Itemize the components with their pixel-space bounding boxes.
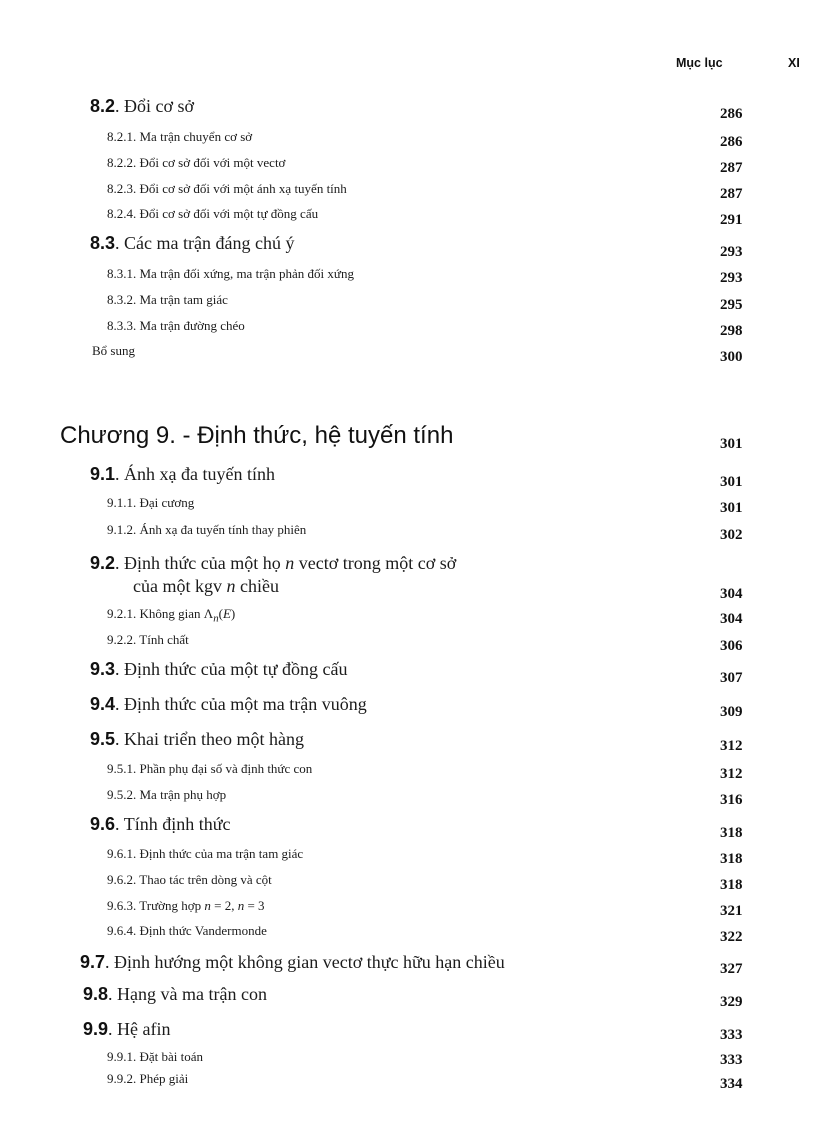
toc-title: 9.1.2. Ánh xạ đa tuyến tính thay phiên [107,522,307,537]
toc-page-number: 304 [720,611,743,627]
toc-page-number: 307 [720,670,743,686]
toc-page-number: 295 [720,297,743,313]
toc-page-number: 312 [720,738,743,754]
toc-page-number: 334 [720,1076,743,1092]
toc-page-number: 322 [720,929,743,945]
header-title: Mục lục [676,56,723,70]
toc-title: 9.2.1. Không gian $\Lambda_n(E)$ [107,606,236,625]
toc-title: Bổ sung [92,343,135,358]
toc-title-continuation: của một kgv n chiều [133,576,279,596]
toc-page-number: 298 [720,323,743,339]
toc-title: 8.2.2. Đổi cơ sở đối với một vectơ [107,155,286,170]
toc-page-number: 301 [720,436,743,452]
toc-title: 9.9.1. Đặt bài toán [107,1049,204,1064]
toc-title: 9.1. Ánh xạ đa tuyến tính [90,464,276,484]
toc-title: 9.5. Khai triển theo một hàng [90,729,304,749]
toc-page-number: 304 [720,586,743,602]
toc-page-number: 316 [720,792,743,808]
toc-page-number: 302 [720,527,743,543]
toc-page-number: 309 [720,704,743,720]
toc-title: 9.5.1. Phần phụ đại số và định thức con [107,761,313,776]
toc-title: 9.4. Định thức của một ma trận vuông [90,694,367,714]
toc-chapter-title: Chương 9. - Định thức, hệ tuyến tính [60,422,454,449]
toc-title: 8.3.2. Ma trận tam giác [107,292,228,307]
toc-page-number: 321 [720,903,743,919]
toc-title: 9.9.2. Phép giải [107,1071,189,1086]
toc-page-number: 318 [720,877,743,893]
toc-page-number: 312 [720,766,743,782]
toc-page-number: 306 [720,638,743,654]
toc-page-number: 301 [720,474,743,490]
toc-title: 9.8. Hạng và ma trận con [83,984,267,1004]
toc-title: 9.6.3. Trường hợp n = 2, n = 3 [107,898,265,913]
toc-title: 9.5.2. Ma trận phụ hợp [107,787,227,802]
toc-page-number: 333 [720,1027,743,1043]
toc-page-number: 293 [720,244,743,260]
toc-title: 9.6.4. Định thức Vandermonde [107,923,267,938]
toc-title: 8.3. Các ma trận đáng chú ý [90,233,295,253]
toc-title: 8.2.4. Đổi cơ sở đối với một tự đồng cấu [107,206,319,221]
toc-page-number: 287 [720,186,743,202]
toc-page-number: 286 [720,106,743,122]
toc-title: 8.3.1. Ma trận đối xứng, ma trận phản đối xứng [107,266,354,281]
toc-page-number: 293 [720,270,743,286]
toc-title: 8.2.3. Đổi cơ sở đối với một ánh xạ tuyến tính [107,181,347,196]
header-page-number: XI [788,56,800,70]
toc-title: 8.2.1. Ma trận chuyển cơ sở [107,129,253,144]
toc-title: 8.2. Đổi cơ sở [90,96,195,116]
toc-title: 9.6. Tính định thức [90,814,231,834]
toc-page-number: 287 [720,160,743,176]
toc-title: 9.2. Định thức của một họ n vectơ trong một cơ sở [90,553,457,573]
toc-page-number: 327 [720,961,743,977]
toc-page-number: 301 [720,500,743,516]
toc-page-number: 333 [720,1052,743,1068]
toc-page-number: 329 [720,994,743,1010]
running-header [676,56,800,70]
toc-title: 9.7. Định hướng một không gian vectơ thực hữu hạn chiều [80,952,505,972]
toc-title: 9.6.2. Thao tác trên dòng và cột [107,872,272,887]
toc-title: 9.3. Định thức của một tự đồng cấu [90,659,348,679]
toc-page-number: 300 [720,349,743,365]
toc-title: 8.3.3. Ma trận đường chéo [107,318,245,333]
toc-title: 9.6.1. Định thức của ma trận tam giác [107,846,304,861]
toc-page-number: 286 [720,134,743,150]
toc-title: 9.2.2. Tính chất [107,632,189,647]
toc-title: 9.1.1. Đại cương [107,495,195,510]
toc-page-number: 318 [720,825,743,841]
toc-title: 9.9. Hệ afin [83,1019,171,1039]
toc-page-number: 318 [720,851,743,867]
toc-page-number: 291 [720,212,743,228]
